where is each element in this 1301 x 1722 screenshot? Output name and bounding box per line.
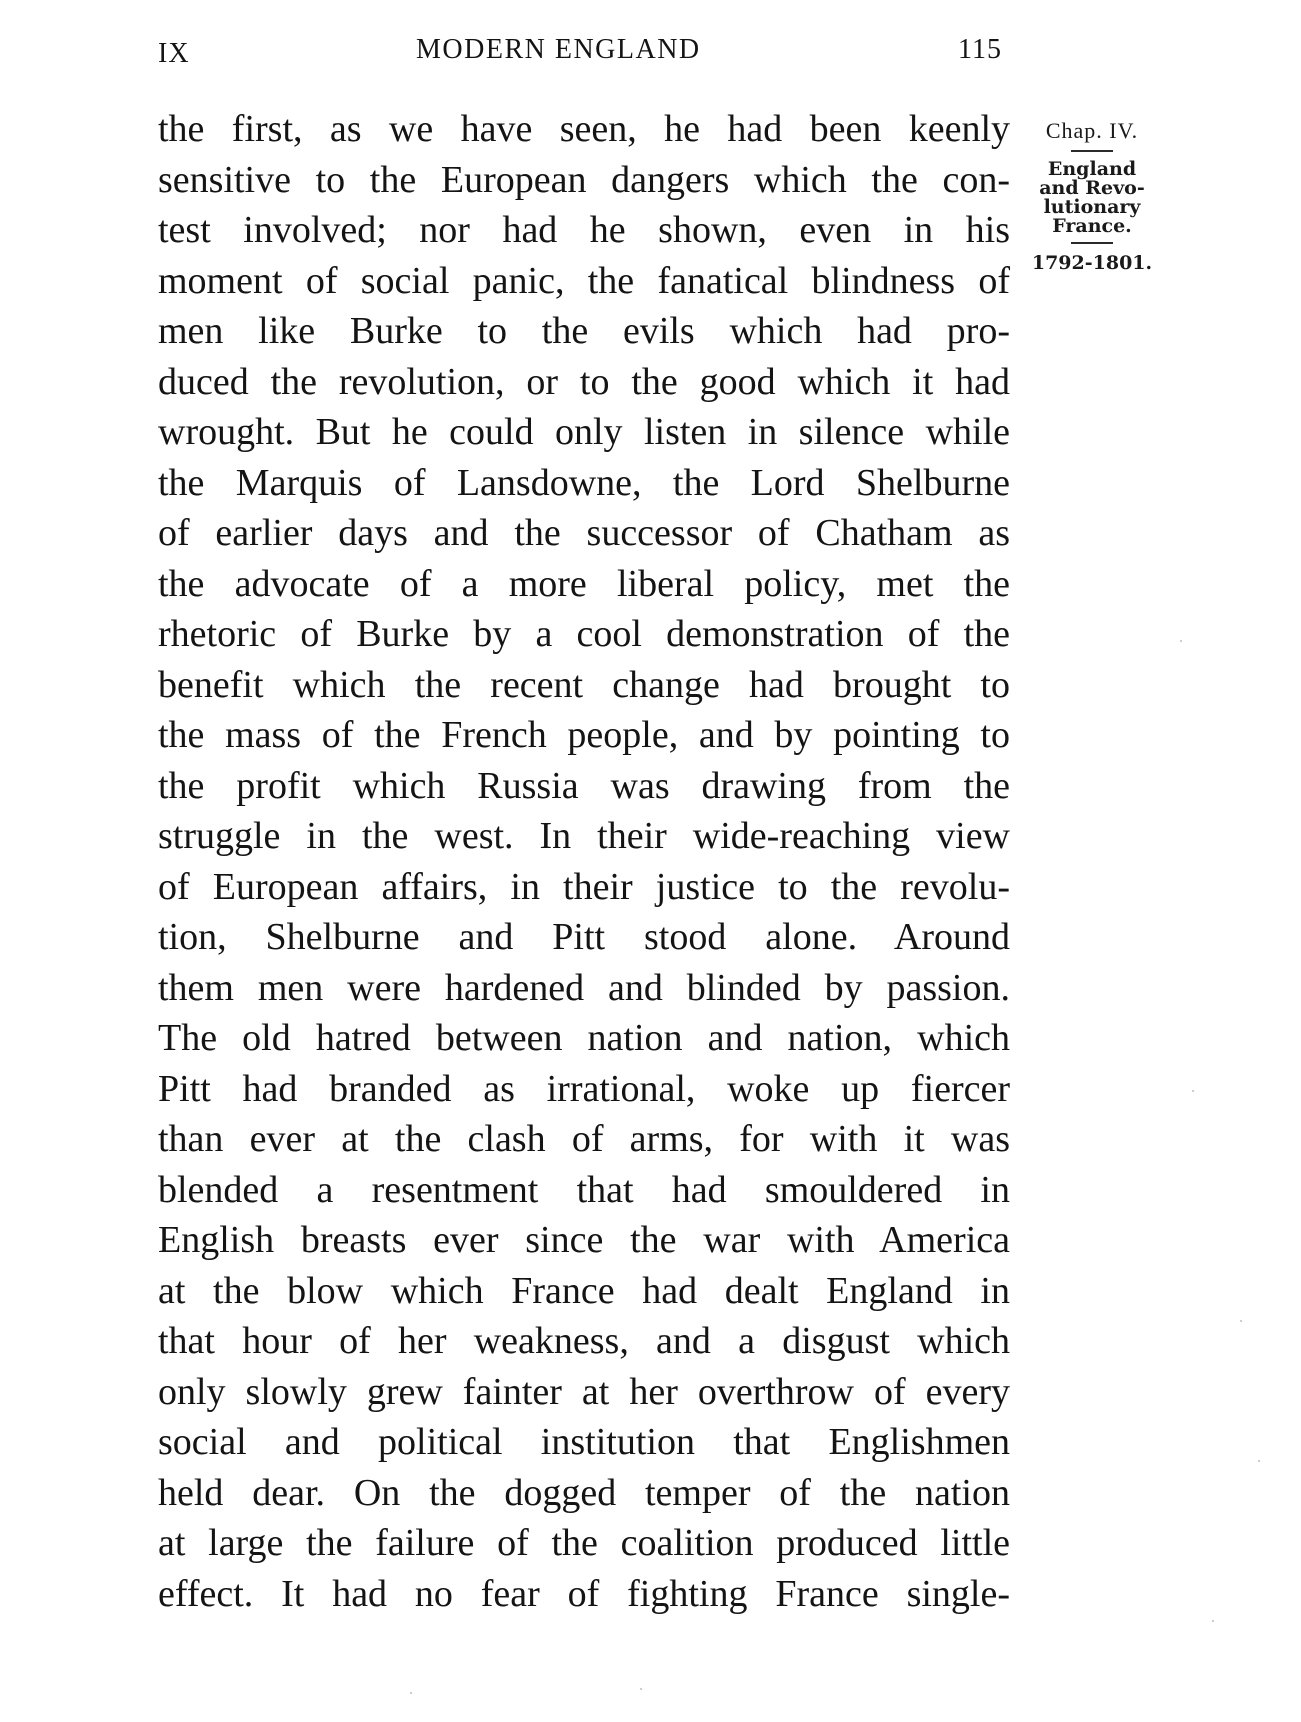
text-line: the advocate of a more liberal policy, met the (158, 562, 1010, 605)
scan-speck (640, 1688, 642, 1690)
chapter-roman-numeral: IX (158, 38, 190, 69)
text-line: held dear. On the dogged temper of the nation (158, 1471, 1010, 1514)
text-line: social and political institution that Englishmen (158, 1421, 1010, 1463)
text-line: tion, Shelburne and Pitt stood alone. Around (158, 916, 1010, 958)
text-line: moment of social panic, the fanatical blindness of (158, 259, 1010, 302)
text-line: wrought. But he could only listen in silence while (158, 411, 1010, 453)
page-number: 115 (958, 34, 1002, 65)
sidenote-topic-line: lutionary (1043, 196, 1141, 218)
text-line: only slowly grew fainter at her overthrow of every (158, 1370, 1010, 1413)
scan-speck (1192, 1090, 1194, 1092)
sidenote-rule (1071, 150, 1113, 152)
text-line: the profit which Russia was drawing from the (158, 764, 1010, 807)
text-line: that hour of her weakness, and a disgust which (158, 1320, 1010, 1362)
text-line: sensitive to the European dangers which the con- (158, 158, 1010, 201)
text-line: benefit which the recent change had brought to (158, 663, 1010, 706)
sidenote-topic-line: England (1047, 158, 1137, 180)
text-line: test involved; nor had he shown, even in his (158, 209, 1010, 251)
scan-speck (1240, 1320, 1242, 1322)
text-line: of earlier days and the successor of Chatham as (158, 512, 1010, 554)
marginal-note (1027, 118, 1157, 274)
sidenote-topic-line: France. (1052, 215, 1132, 237)
scan-speck (1258, 1460, 1260, 1462)
text-line: men like Burke to the evils which had pro- (158, 310, 1010, 352)
text-line: at large the failure of the coalition produced little (158, 1522, 1010, 1564)
text-line: English breasts ever since the war with America (158, 1219, 1010, 1261)
text-line: The old hatred between nation and nation, which (158, 1017, 1010, 1059)
text-line: the mass of the French people, and by pointing to (158, 714, 1010, 756)
sidenote-chapter: Chap. IV. (1045, 118, 1139, 143)
text-line: than ever at the clash of arms, for with it was (158, 1118, 1010, 1160)
text-line: them men were hardened and blinded by passion. (158, 966, 1010, 1009)
running-header (158, 30, 1008, 70)
text-line: Pitt had branded as irrational, woke up fiercer (158, 1067, 1010, 1110)
book-title: MODERN ENGLAND (416, 34, 701, 65)
text-line: of European affairs, in their justice to the revolu- (158, 865, 1010, 908)
text-line: rhetoric of Burke by a cool demonstration of the (158, 613, 1010, 655)
body-text (158, 104, 1010, 1619)
scan-speck (1212, 1620, 1214, 1622)
text-line: blended a resentment that had smouldered in (158, 1168, 1010, 1211)
text-line: effect. It had no fear of fighting France single- (158, 1572, 1010, 1615)
text-line: duced the revolution, or to the good which it had (158, 360, 1010, 403)
sidenote-rule (1071, 242, 1113, 244)
sidenote-topic-line: and Revo- (1039, 177, 1145, 199)
text-line: the first, as we have seen, he had been keenly (158, 108, 1010, 150)
text-line: the Marquis of Lansdowne, the Lord Shelburne (158, 461, 1010, 504)
text-line: struggle in the west. In their wide-reaching view (158, 815, 1010, 857)
scan-speck (1180, 640, 1182, 642)
text-line: at the blow which France had dealt England in (158, 1269, 1010, 1312)
sidenote-dates: 1792-1801. (1031, 252, 1153, 274)
scan-speck (410, 1692, 412, 1694)
